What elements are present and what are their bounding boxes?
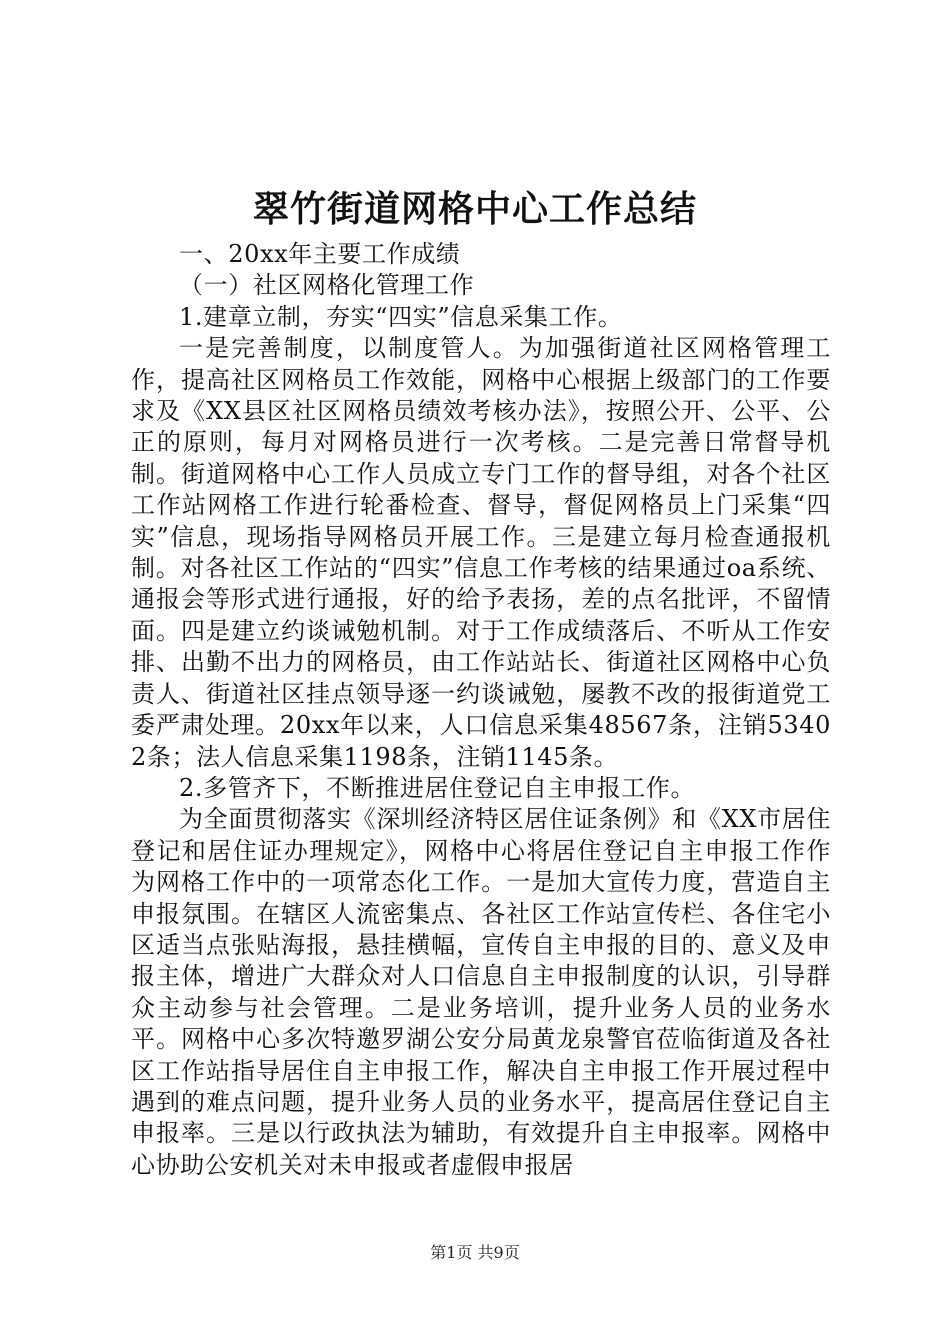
page-footer: 第1页 共9页	[430, 1243, 520, 1262]
body-paragraph: 为全面贯彻落实《深圳经济特区居住证条例》和《XX市居住登记和居住证办理规定》，网格中心将居住登记自主申报工作作为网格工作中的一项常态化工作。一是加大宣传力度，营造自主申报氛围。在辖区人流密集点、各社区工作站宣传栏、各住宅小区适当点张贴海报，悬挂横幅，宣传自主申报的目的、意义及申报主体，增进广大群众对人口信息自主申报制度的认识，引导群众主动参与社会管理。二是业务培训，提升业务人员的业务水平。网格中心多次特邀罗湖公安分局黄龙泉警官莅临街道及各社区工作站指导居住自主申报工作，解决自主申报工作开展过程中遇到的难点问题，提升业务人员的业务水平，提高居住登记自主申报率。三是以行政执法为辅助，有效提升自主申报率。网格中心协助公安机关对未申报或者虚假申报居	[131, 805, 831, 1179]
subsection-heading: （一）社区网格化管理工作	[179, 271, 475, 300]
document-title: 翠竹街道网格中心工作总结	[252, 188, 697, 230]
item-heading: 2.多管齐下，不断推进居住登记自主申报工作。	[179, 773, 696, 802]
document-body	[131, 239, 831, 1181]
body-paragraph: 一是完善制度，以制度管人。为加强街道社区网格管理工作，提高社区网格员工作效能，网格中心根据上级部门的工作要求及《XX县区社区网格员绩效考核办法》，按照公开、公平、公正的原则，每月对网格员进行一次考核。二是完善日常督导机制。街道网格中心工作人员成立专门工作的督导组，对各个社区工作站网格工作进行轮番检查、督导，督促网格员上门采集“四实”信息，现场指导网格员开展工作。三是建立每月检查通报机制。对各社区工作站的“四实”信息工作考核的结果通过oa系统、通报会等形式进行通报，好的给予表扬，差的点名批评，不留情面。四是建立约谈诫勉机制。对于工作成绩落后、不听从工作安排、出勤不出力的网格员，由工作站站长、街道社区网格中心负责人、街道社区挂点领导逐一约谈诫勉，屡教不改的报街道党工委严肃处理。20xx年以来，人口信息采集48567条，注销53402条；法人信息采集1198条，注销1145条。	[131, 334, 831, 771]
section-heading: 一、20xx年主要工作成绩	[179, 240, 461, 268]
item-heading: 1.建章立制，夯实“四实”信息采集工作。	[179, 302, 623, 331]
